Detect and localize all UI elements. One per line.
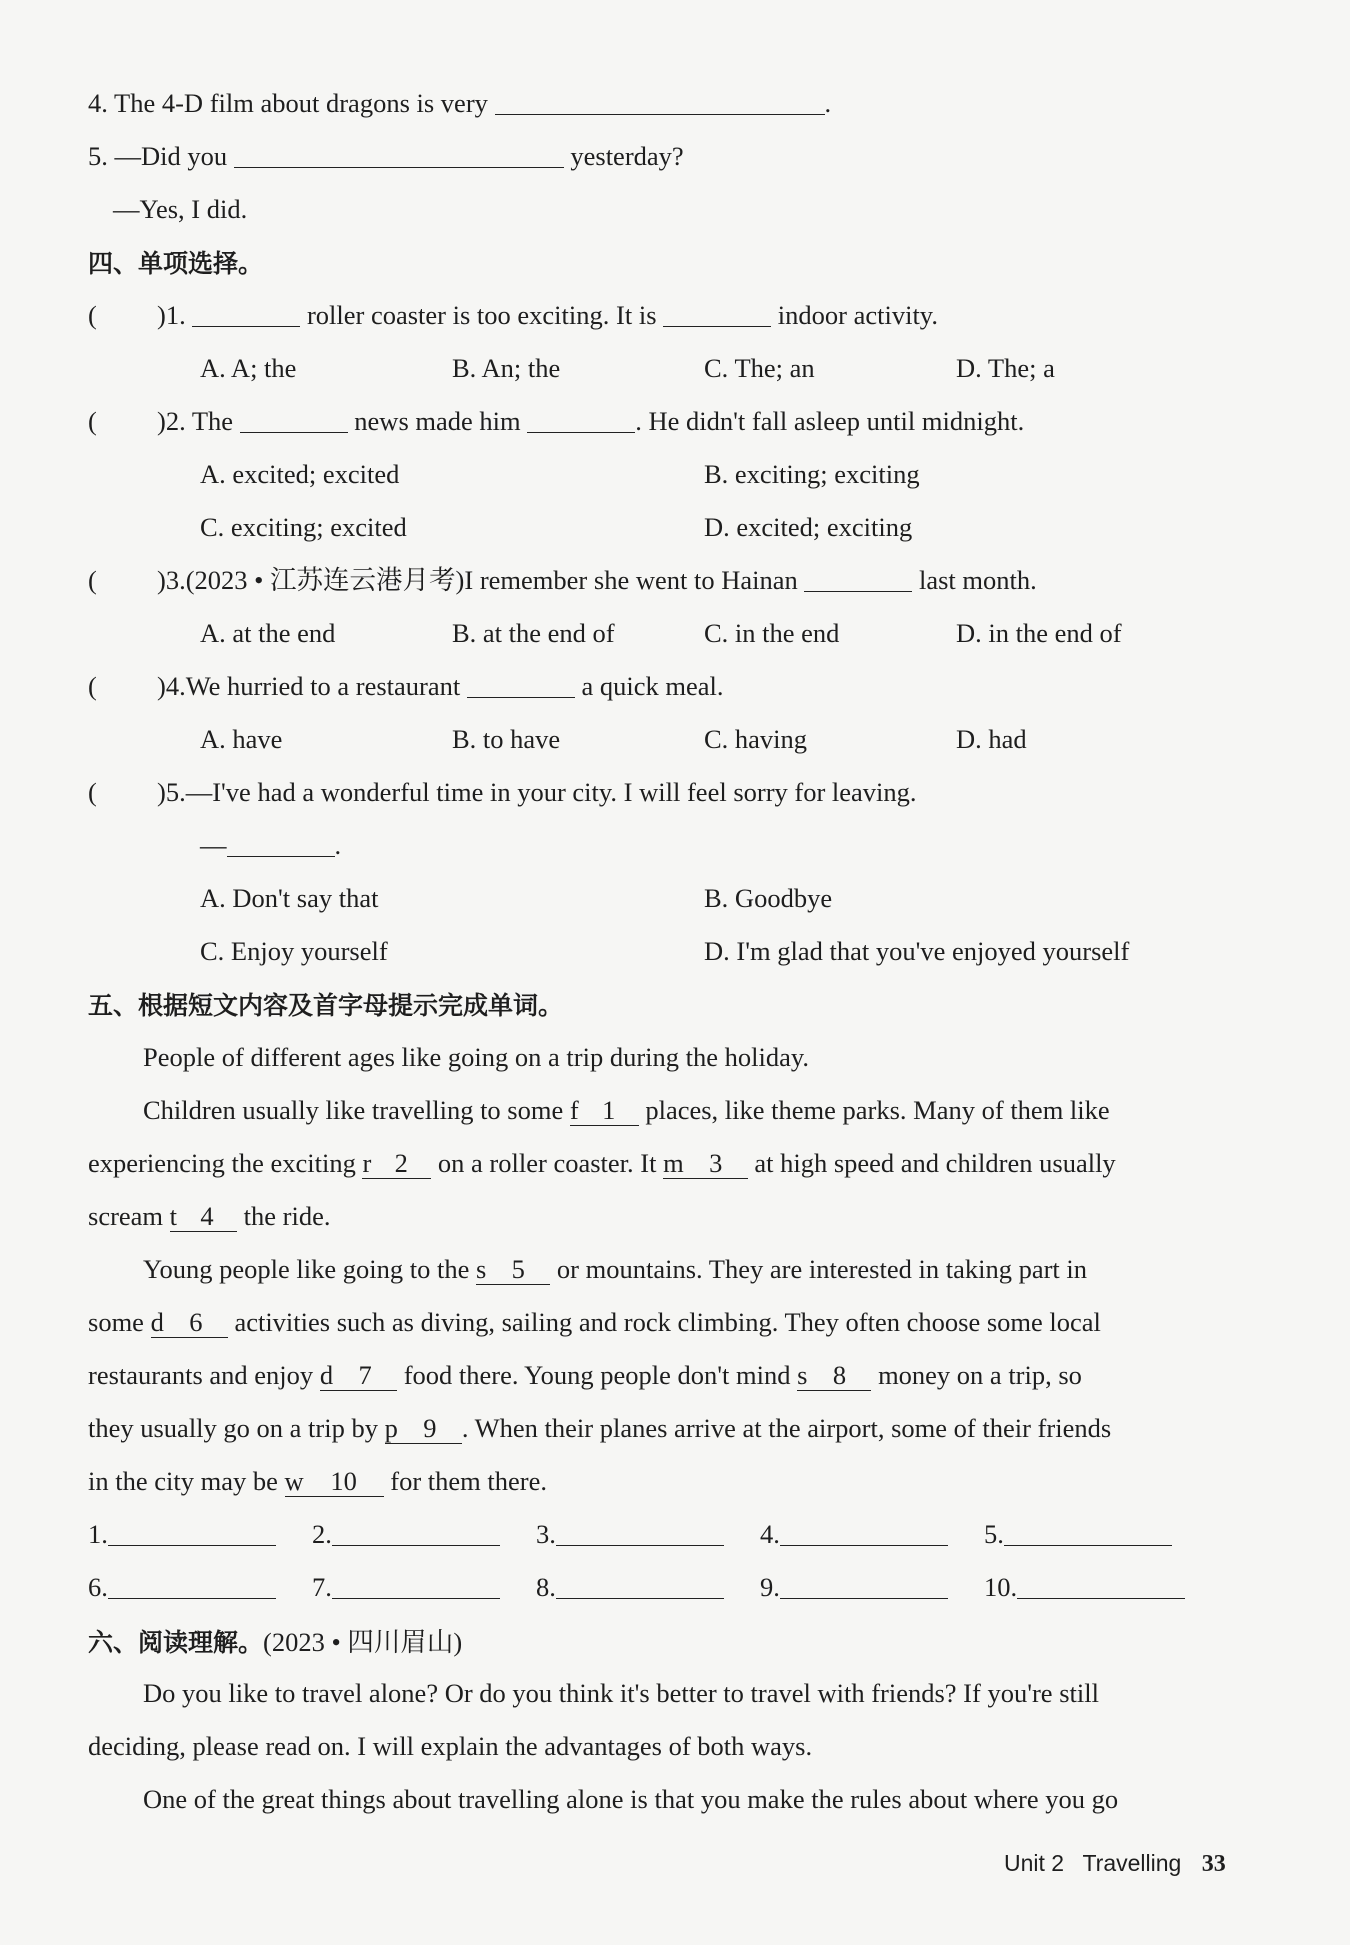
blank-number: 8 <box>832 1360 847 1390</box>
passage-text: money on a trip, so <box>878 1360 1082 1390</box>
passage-text: restaurants and enjoy <box>88 1360 314 1390</box>
unit-title: Travelling <box>1082 1850 1182 1876</box>
option-c[interactable]: C. having <box>704 724 808 754</box>
answer-paren[interactable]: ( <box>88 300 97 330</box>
answer-blank[interactable] <box>527 406 635 433</box>
hint-letter: m <box>663 1148 684 1178</box>
answer-blank[interactable] <box>227 830 335 857</box>
passage-text: in the city may be <box>88 1466 278 1496</box>
answer-blank[interactable] <box>804 565 912 592</box>
q-text: indoor activity. <box>777 300 938 330</box>
passage-text: on a roller coaster. It <box>437 1148 657 1178</box>
option-a[interactable]: A. Don't say that <box>200 883 379 913</box>
option-d[interactable]: D. excited; exciting <box>704 512 913 542</box>
q-num: )1. <box>157 300 186 330</box>
page-number: 33 <box>1201 1851 1226 1877</box>
option-b[interactable]: B. exciting; exciting <box>704 459 920 489</box>
answer-num: 9. <box>760 1572 780 1602</box>
answer-num: 6. <box>88 1572 108 1602</box>
hint-blank-1[interactable] <box>570 1095 639 1126</box>
blank-number: 7 <box>358 1360 372 1390</box>
answer-num: 2. <box>312 1519 332 1549</box>
answer-num: 10. <box>984 1572 1018 1602</box>
blank-number: 10 <box>330 1466 357 1496</box>
hint-blank-7[interactable] <box>320 1360 397 1391</box>
q-text: —Did you <box>114 141 228 171</box>
section-title: 五、根据短文内容及首字母提示完成单词。 <box>88 991 564 1020</box>
option-b[interactable]: B. Goodbye <box>704 883 833 913</box>
q-text: last month. <box>918 565 1037 595</box>
passage-text: the ride. <box>243 1201 331 1231</box>
answer-num: 1. <box>88 1519 108 1549</box>
answer-blank[interactable] <box>663 300 771 327</box>
passage-text: at high speed and children usually <box>754 1148 1116 1178</box>
answer-num: 3. <box>536 1519 556 1549</box>
section-title: 六、阅读理解。 <box>88 1628 264 1657</box>
section-title: 四、单项选择。 <box>88 249 264 278</box>
passage-text: for them there. <box>390 1466 547 1496</box>
answer-paren[interactable]: ( <box>88 777 97 807</box>
hint-letter: t <box>169 1201 178 1231</box>
option-a[interactable]: A. A; the <box>200 353 297 383</box>
q-text: We hurried to a restaurant <box>185 671 461 701</box>
answer-line[interactable] <box>332 1519 500 1546</box>
hint-blank-4[interactable] <box>170 1201 237 1232</box>
q-text: The 4-D film about dragons is very <box>114 88 488 118</box>
passage-text: food there. Young people don't mind <box>403 1360 791 1390</box>
answer-line[interactable] <box>108 1572 276 1599</box>
q-num: )3. <box>157 565 186 595</box>
unit-label: Unit 2 <box>1004 1850 1065 1876</box>
option-a[interactable]: A. excited; excited <box>200 459 400 489</box>
hint-letter: f <box>569 1095 579 1125</box>
option-d[interactable]: D. The; a <box>956 353 1055 383</box>
passage-text: One of the great things about travelling alone is that you make the rules about where you go <box>143 1784 1119 1814</box>
blank-number: 9 <box>423 1413 437 1443</box>
hint-letter: p <box>384 1413 398 1443</box>
hint-letter: s <box>797 1360 808 1390</box>
passage-text: deciding, please read on. I will explain the advantages of both ways. <box>88 1731 813 1761</box>
blank-number: 1 <box>602 1095 616 1125</box>
q-end: . <box>824 88 832 118</box>
answer-blank[interactable] <box>234 141 564 168</box>
hint-letter: s <box>475 1254 487 1284</box>
passage-text: activities such as diving, sailing and rock climbing. They often choose some local <box>234 1307 1101 1337</box>
passage-text: experiencing the exciting <box>88 1148 356 1178</box>
option-c[interactable]: C. Enjoy yourself <box>200 936 388 966</box>
option-c[interactable]: C. The; an <box>704 353 815 383</box>
q-end: . <box>334 830 342 860</box>
hint-blank-3[interactable] <box>663 1148 748 1179</box>
passage-text: scream <box>88 1201 164 1231</box>
option-d[interactable]: D. I'm glad that you've enjoyed yourself <box>704 936 1130 966</box>
blank-number: 3 <box>709 1148 723 1178</box>
reply-text: —Yes, I did. <box>113 194 248 224</box>
passage-text: Do you like to travel alone? Or do you think it's better to travel with friends? If you're still <box>143 1678 1099 1708</box>
option-b[interactable]: B. An; the <box>452 353 561 383</box>
hint-blank-2[interactable] <box>362 1148 431 1179</box>
q-num: 5. <box>88 141 108 171</box>
hint-letter: d <box>319 1360 334 1390</box>
q-text: roller coaster is too exciting. It is <box>306 300 657 330</box>
answer-paren[interactable]: ( <box>88 671 97 701</box>
passage-text: or mountains. They are interested in taking part in <box>556 1254 1088 1284</box>
passage-text: Children usually like travelling to some <box>143 1095 564 1125</box>
answer-blank[interactable] <box>495 88 825 115</box>
answer-line[interactable] <box>780 1519 948 1546</box>
q-text: news made him <box>354 406 521 436</box>
passage-text: places, like theme parks. Many of them like <box>645 1095 1110 1125</box>
answer-blank[interactable] <box>240 406 348 433</box>
passage-text: . When their planes arrive at the airport, some of their friends <box>461 1413 1112 1443</box>
answer-blank[interactable] <box>467 671 575 698</box>
q-num: 4. <box>88 88 108 118</box>
hint-letter: r <box>362 1148 372 1178</box>
hint-blank-9[interactable] <box>385 1413 462 1444</box>
answer-num: 8. <box>536 1572 556 1602</box>
hint-blank-10[interactable] <box>285 1466 384 1497</box>
answer-line[interactable] <box>780 1572 948 1599</box>
option-b[interactable]: B. to have <box>452 724 561 754</box>
hint-blank-8[interactable] <box>797 1360 871 1391</box>
answer-line[interactable] <box>108 1519 276 1546</box>
passage-text: Young people like going to the <box>143 1254 470 1284</box>
page-footer <box>1004 1850 1226 1878</box>
q-num: )4. <box>157 671 186 701</box>
passage-text: People of different ages like going on a trip during the holiday. <box>143 1042 810 1072</box>
q-text: a quick meal. <box>581 671 724 701</box>
q-text: —I've had a wonderful time in your city. I will feel sorry for leaving. <box>185 777 917 807</box>
option-c[interactable]: C. in the end <box>704 618 840 648</box>
answer-line[interactable] <box>556 1572 724 1599</box>
answer-paren[interactable]: ( <box>88 406 97 436</box>
hint-blank-5[interactable] <box>476 1254 550 1285</box>
q-text: I remember she went to Hainan <box>464 565 798 595</box>
q-num: )5. <box>157 777 186 807</box>
dash: — <box>200 830 227 860</box>
passage-text: some <box>88 1307 144 1337</box>
blank-number: 6 <box>189 1307 203 1337</box>
answer-paren[interactable]: ( <box>88 565 97 595</box>
blank-number: 2 <box>394 1148 408 1178</box>
answer-num: 4. <box>760 1519 780 1549</box>
answer-line[interactable] <box>332 1572 500 1599</box>
passage-text: they usually go on a trip by <box>88 1413 378 1443</box>
answer-num: 7. <box>312 1572 332 1602</box>
q-text: yesterday? <box>570 141 684 171</box>
answer-line[interactable] <box>556 1519 724 1546</box>
option-c[interactable]: C. exciting; excited <box>200 512 407 542</box>
question-source: (2023 • 四川眉山) <box>263 1627 463 1657</box>
hint-letter: w <box>284 1466 304 1496</box>
q-num: )2. The <box>157 406 234 436</box>
blank-number: 5 <box>511 1254 525 1284</box>
question-source: (2023 • 江苏连云港月考) <box>185 565 465 595</box>
q-text: . He didn't fall asleep until midnight. <box>635 406 1025 436</box>
hint-letter: d <box>150 1307 164 1337</box>
answer-num: 5. <box>984 1519 1004 1549</box>
blank-number: 4 <box>200 1201 214 1231</box>
option-d[interactable]: D. had <box>956 724 1027 754</box>
answer-blank[interactable] <box>192 300 300 327</box>
option-a[interactable]: A. have <box>200 724 283 754</box>
answer-line[interactable] <box>1004 1519 1172 1546</box>
option-d[interactable]: D. in the end of <box>956 618 1122 648</box>
hint-blank-6[interactable] <box>151 1307 228 1338</box>
option-a[interactable]: A. at the end <box>200 618 336 648</box>
answer-line[interactable] <box>1017 1572 1185 1599</box>
option-b[interactable]: B. at the end of <box>452 618 615 648</box>
